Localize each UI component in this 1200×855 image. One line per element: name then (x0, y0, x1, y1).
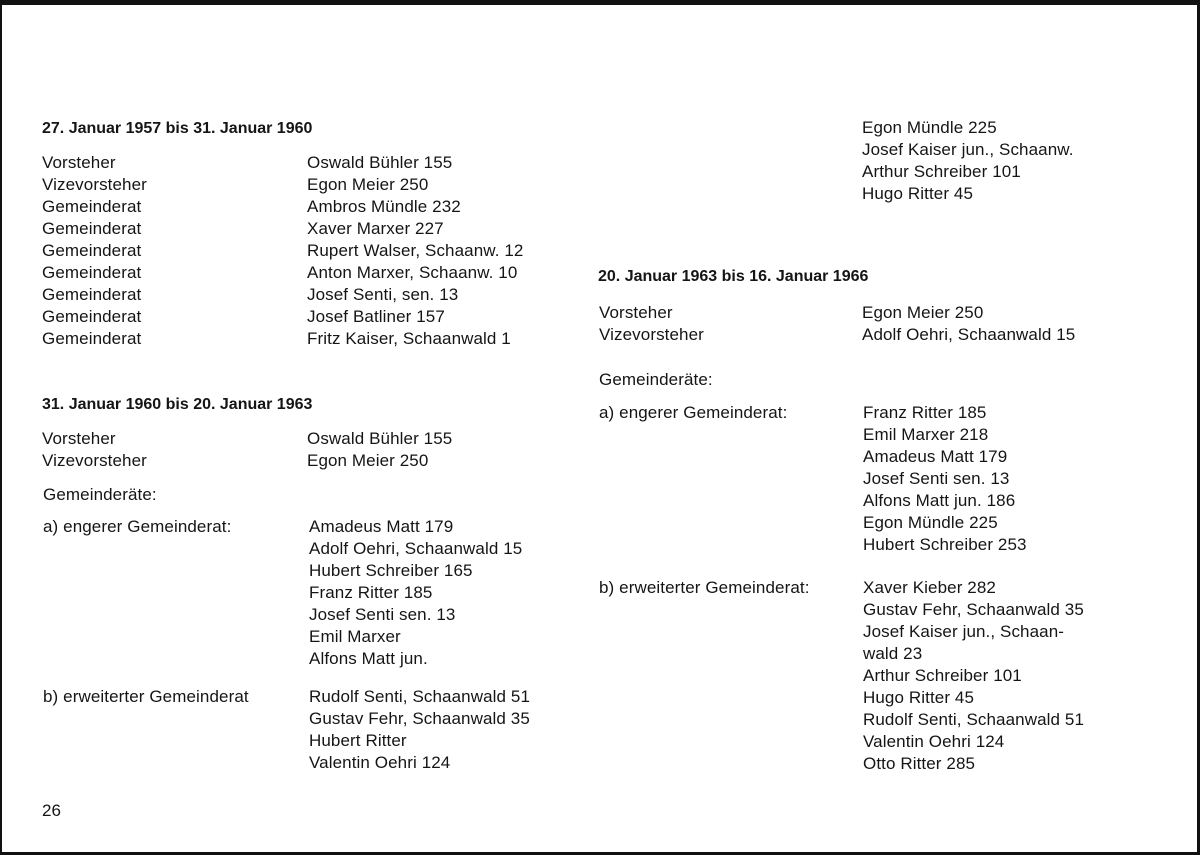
member-name: Oswald Bühler 155 (307, 429, 453, 448)
member-name: Ambros Mündle 232 (307, 197, 461, 216)
member-name: Franz Ritter 185 (309, 583, 433, 602)
member-name: Valentin Oehri 124 (863, 732, 1005, 751)
member-name: Egon Meier 250 (862, 303, 984, 322)
member-name: Josef Senti sen. 13 (863, 469, 1010, 488)
member-name: Josef Batliner 157 (307, 307, 445, 326)
member-name: Emil Marxer 218 (863, 425, 989, 444)
member-name: Emil Marxer (309, 627, 401, 646)
gemeinderaete-heading: Gemeinderäte: (599, 370, 713, 389)
engerer-gemeinderat-label: a) engerer Gemeinderat: (43, 517, 232, 536)
member-name: Rudolf Senti, Schaanwald 51 (309, 687, 531, 706)
member-name: wald 23 (863, 644, 923, 663)
member-name: Hugo Ritter 45 (863, 688, 975, 707)
section-title-1957: 27. Januar 1957 bis 31. Januar 1960 (42, 120, 313, 137)
member-name: Hubert Ritter (309, 731, 407, 750)
role-label: Gemeinderat (42, 241, 142, 260)
member-name: Egon Mündle 225 (862, 118, 997, 137)
gemeinderaete-heading: Gemeinderäte: (43, 485, 157, 504)
member-name: Egon Meier 250 (307, 451, 429, 470)
member-name: Oswald Bühler 155 (307, 153, 453, 172)
member-name: Rupert Walser, Schaanw. 12 (307, 241, 524, 260)
member-name: Fritz Kaiser, Schaanwald 1 (307, 329, 511, 348)
member-name: Xaver Marxer 227 (307, 219, 444, 238)
member-name: Xaver Kieber 282 (863, 578, 996, 597)
member-name: Amadeus Matt 179 (863, 447, 1008, 466)
member-name: Hugo Ritter 45 (862, 184, 974, 203)
member-name: Hubert Schreiber 253 (863, 535, 1027, 554)
section-title-1960: 31. Januar 1960 bis 20. Januar 1963 (42, 396, 313, 413)
member-name: Amadeus Matt 179 (309, 517, 454, 536)
member-name: Alfons Matt jun. (309, 649, 428, 668)
role-label: Gemeinderat (42, 263, 142, 282)
section-title-1963: 20. Januar 1963 bis 16. Januar 1966 (598, 268, 869, 285)
role-label: Gemeinderat (42, 285, 142, 304)
member-name: Adolf Oehri, Schaanwald 15 (862, 325, 1076, 344)
member-name: Gustav Fehr, Schaanwald 35 (309, 709, 530, 728)
role-label: Vizevorsteher (599, 325, 704, 344)
role-label: Vorsteher (42, 153, 116, 172)
member-name: Egon Mündle 225 (863, 513, 998, 532)
erweiterter-gemeinderat-label: b) erweiterter Gemeinderat: (599, 578, 810, 597)
engerer-gemeinderat-label: a) engerer Gemeinderat: (599, 403, 788, 422)
member-name: Franz Ritter 185 (863, 403, 987, 422)
role-label: Vizevorsteher (42, 451, 147, 470)
member-name: Josef Senti, sen. 13 (307, 285, 459, 304)
member-name: Gustav Fehr, Schaanwald 35 (863, 600, 1084, 619)
member-name: Josef Kaiser jun., Schaan- (863, 622, 1065, 641)
member-name: Rudolf Senti, Schaanwald 51 (863, 710, 1085, 729)
role-label: Gemeinderat (42, 329, 142, 348)
member-name: Adolf Oehri, Schaanwald 15 (309, 539, 523, 558)
member-name: Arthur Schreiber 101 (862, 162, 1021, 181)
member-name: Josef Kaiser jun., Schaanw. (862, 140, 1074, 159)
role-label: Gemeinderat (42, 219, 142, 238)
role-label: Vorsteher (42, 429, 116, 448)
member-name: Anton Marxer, Schaanw. 10 (307, 263, 518, 282)
member-name: Arthur Schreiber 101 (863, 666, 1022, 685)
member-name: Alfons Matt jun. 186 (863, 491, 1016, 510)
role-label: Gemeinderat (42, 307, 142, 326)
role-label: Gemeinderat (42, 197, 142, 216)
member-name: Valentin Oehri 124 (309, 753, 451, 772)
erweiterter-gemeinderat-label: b) erweiterter Gemeinderat (43, 687, 249, 706)
page-number: 26 (42, 801, 61, 820)
member-name: Hubert Schreiber 165 (309, 561, 473, 580)
member-name: Otto Ritter 285 (863, 754, 976, 773)
role-label: Vizevorsteher (42, 175, 147, 194)
member-name: Egon Meier 250 (307, 175, 429, 194)
member-name: Josef Senti sen. 13 (309, 605, 456, 624)
role-label: Vorsteher (599, 303, 673, 322)
